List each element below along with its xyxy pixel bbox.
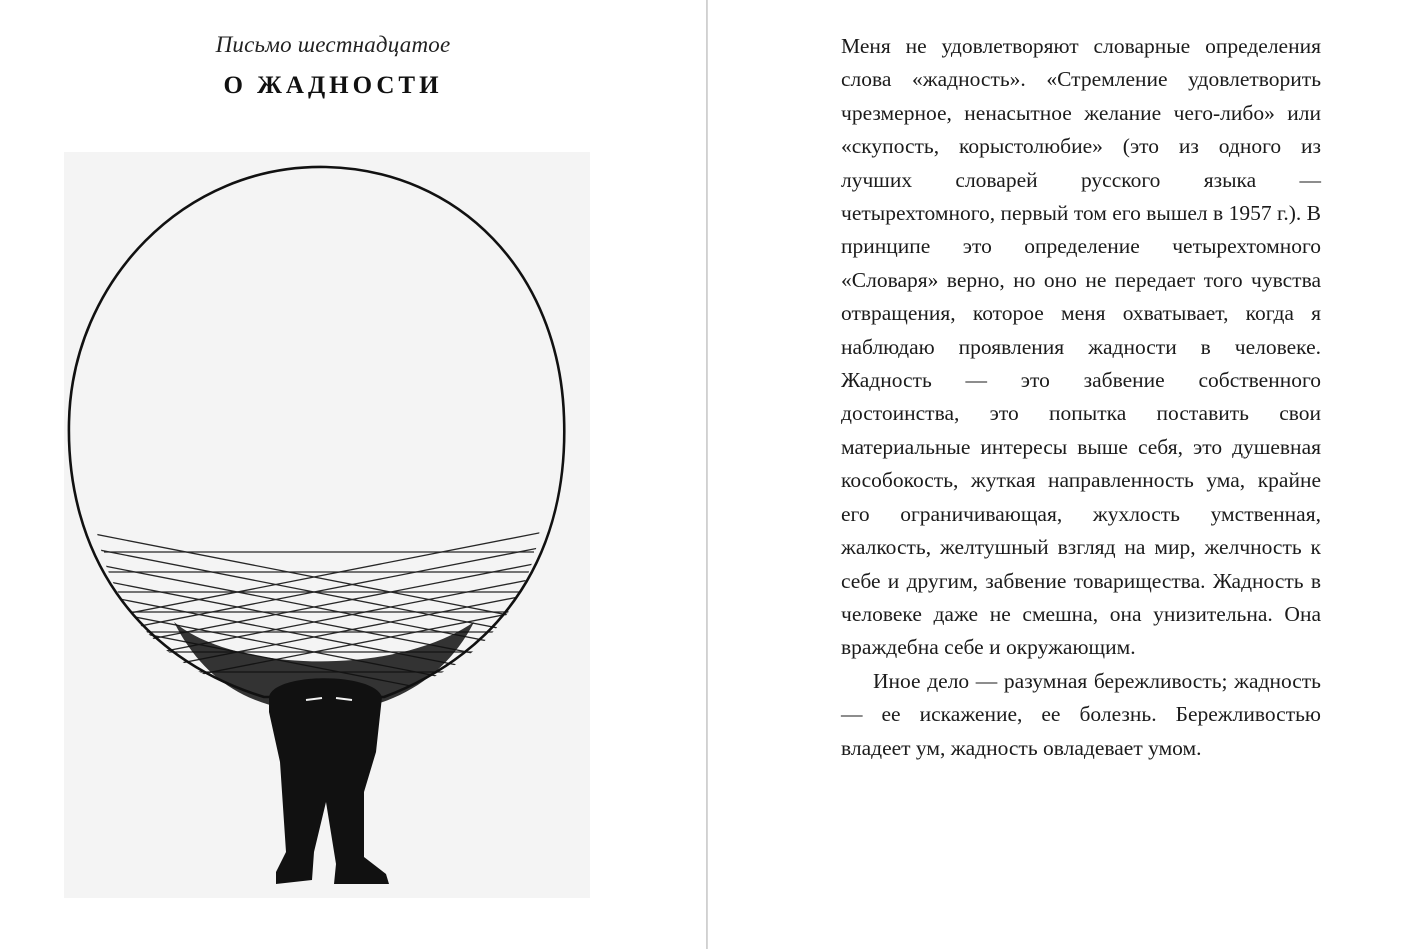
paragraph-2: Иное дело — разумная бережливость; жадность — ее искажение, ее болезнь. Бережливостью владеет ум, жадность овладевает умом. [841,668,1321,760]
chapter-title: О ЖАДНОСТИ [223,72,443,99]
paragraph-1: Меня не удовлетворяют словарные определения слова «жадность». «Стремление удовлетворить чрезмерное, ненасытное желание чего-либо» или «скупость, корыстолюбие» (это из одного из лучших словарей русского языка — четырехтомного, первый том его вышел в 1957 г.). В принципе это определение четырехтомного «Словаря» верно, но оно не передает того чувства отвращения, которое меня охватывает, когда я наблюдаю проявления жадности в человеке. Жадность — это забвение собственного достоинства, это попытка поставить свои материальные интересы выше себя, это душевная кособокость, жуткая направленность ума, крайне его ограничивающая, жухлость умственная, жалкость, желтушный взгляд на мир, желчность к себе и другим, забвение товарищества. Жадность в человеке даже не смешна, она унизительна. Она враждебна себе и окружающим. [841,34,1321,660]
chapter-subtitle: Письмо шестнадцатое [215,32,451,57]
illustration [64,152,590,898]
page-gutter [706,0,708,949]
body-text [841,30,1321,765]
figure-carrying-giant-sphere-icon [64,152,590,898]
